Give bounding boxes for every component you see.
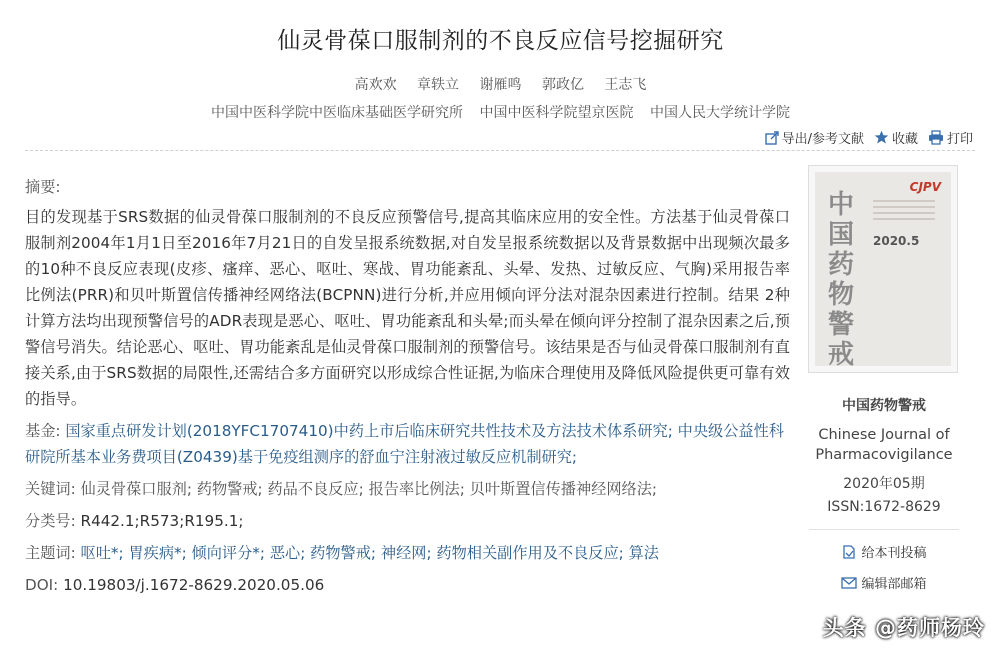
export-label: 导出/参考文献 <box>781 132 864 147</box>
journal-cover-image <box>815 172 951 366</box>
affiliation-link[interactable]: 中国中医科学院望京医院 <box>479 105 634 121</box>
topic-link[interactable]: 药物相关副作用及不良反应; <box>436 544 624 562</box>
topic-link[interactable]: 恶心; <box>269 544 306 562</box>
submit-icon <box>841 544 857 560</box>
journal-name-link[interactable]: 中国药物警戒 <box>842 398 926 414</box>
keyword-link[interactable]: 贝叶斯置信传播神经网络法; <box>469 480 658 498</box>
submit-link[interactable] <box>808 542 960 561</box>
topic-link[interactable]: 药物警戒; <box>310 544 377 562</box>
keywords-label: 关键词: <box>25 480 76 498</box>
keyword-link[interactable]: 报告率比例法; <box>368 480 465 498</box>
classification-label: 分类号: <box>25 512 76 530</box>
author-link[interactable]: 郭政亿 <box>541 77 584 93</box>
affiliation-link[interactable]: 中国人民大学统计学院 <box>649 105 790 121</box>
topic-link[interactable]: 倾向评分*; <box>191 544 266 562</box>
keywords-row <box>25 476 790 502</box>
affiliation-list <box>0 102 1001 122</box>
export-button[interactable] <box>765 128 864 147</box>
mailbox-label: 编辑部邮箱 <box>861 577 927 592</box>
article-meta <box>25 418 790 598</box>
mail-icon <box>841 576 857 590</box>
print-button[interactable] <box>928 128 973 147</box>
author-list <box>0 74 1001 94</box>
author-link[interactable]: 王志飞 <box>604 77 647 93</box>
fund-label: 基金: <box>25 422 61 440</box>
keyword-link[interactable]: 药品不良反应; <box>267 480 364 498</box>
doi-row <box>25 572 790 598</box>
printer-icon <box>928 130 944 145</box>
topic-link[interactable]: 算法 <box>628 544 659 562</box>
topic-link[interactable]: 呕吐*; <box>80 544 124 562</box>
journal-english-name: Chinese Journal of Pharmacovigilance <box>815 427 953 463</box>
author-link[interactable]: 章轶立 <box>417 77 460 93</box>
export-icon <box>765 131 779 145</box>
fund-text[interactable]: 国家重点研发计划(2018YFC1707410)中药上市后临床研究共性技术及方法技术体系研究; 中央级公益性科研院所基本业务费项目(Z0439)基于免疫组测序的舒血宁注射液过敏反应机制研究; <box>25 422 784 466</box>
fund-row <box>25 418 790 470</box>
print-label: 打印 <box>946 132 973 147</box>
abstract-label: 摘要: <box>25 178 61 196</box>
affiliation-link[interactable]: 中国中医科学院中医临床基础医学研究所 <box>211 105 464 121</box>
cover-issue: 2020.5 <box>873 234 920 248</box>
classification-row <box>25 508 790 534</box>
classification-value: R442.1;R573;R195.1; <box>80 512 244 530</box>
keyword-link[interactable]: 药物警戒; <box>196 480 263 498</box>
article-details <box>25 174 790 598</box>
section-divider <box>25 150 975 151</box>
topics-label: 主题词: <box>25 544 76 562</box>
cover-decoration <box>873 196 935 224</box>
journal-issue-date[interactable]: 2020年05期 <box>843 476 925 492</box>
journal-issn: ISSN:1672-8629 <box>827 499 941 515</box>
favorite-button[interactable] <box>874 128 918 147</box>
article-title: 仙灵骨葆口服制剂的不良反应信号挖掘研究 <box>277 28 724 54</box>
submit-label: 给本刊投稿 <box>861 546 927 561</box>
mailbox-link[interactable] <box>808 573 960 592</box>
doi-label: DOI: <box>25 576 59 594</box>
article-toolbar <box>765 128 973 147</box>
star-icon <box>874 130 889 145</box>
topic-link[interactable]: 神经网; <box>380 544 432 562</box>
watermark-text: 头条 @药师杨玲 <box>822 616 985 640</box>
keyword-link[interactable]: 仙灵骨葆口服剂; <box>80 480 192 498</box>
sidebar-divider <box>809 529 959 530</box>
doi-value: 10.19803/j.1672-8629.2020.05.06 <box>63 576 325 594</box>
topic-link[interactable]: 胃疾病*; <box>128 544 187 562</box>
cover-title: 中国药物警戒 <box>827 190 854 366</box>
abstract-text: 目的发现基于SRS数据的仙灵骨葆口服制剂的不良反应预警信号,提高其临床应用的安全性。方法基于仙灵骨葆口服制剂2004年1月1日至2016年7月21日的自发呈报系统数据,对自发呈报系统数据以及背景数据中出现频次最多的10种不良反应表现(皮疹、瘙痒、恶心、呕吐、寒战、胃功能紊乱、头晕、发热、过敏反应、气胸)采用报告率比例法(PRR)和贝叶斯置信传播神经网络法(BCPNN)进行分析,并应用倾向评分法对混杂因素进行控制。结果 2种计算方法均出现预警信号的ADR表现是恶心、呕吐、胃功能紊乱和头晕;而头晕在倾向评分控制了混杂因素之后,预警信号消失。结论恶心、呕吐、胃功能紊乱是仙灵骨葆口服制剂的预警信号。该结果是否与仙灵骨葆口服制剂有直接关系,由于SRS数据的局限性,还需结合多方面研究以形成综合性证据,为临床合理使用及降低风险提供更可靠有效的指导。 <box>25 208 790 408</box>
journal-sidebar <box>808 165 960 592</box>
author-link[interactable]: 高欢欢 <box>354 77 397 93</box>
cover-brand: CJPV <box>909 180 941 194</box>
topics-row <box>25 540 790 566</box>
author-link[interactable]: 谢雁鸣 <box>479 77 522 93</box>
journal-cover[interactable] <box>808 165 958 373</box>
favorite-label: 收藏 <box>891 132 918 147</box>
